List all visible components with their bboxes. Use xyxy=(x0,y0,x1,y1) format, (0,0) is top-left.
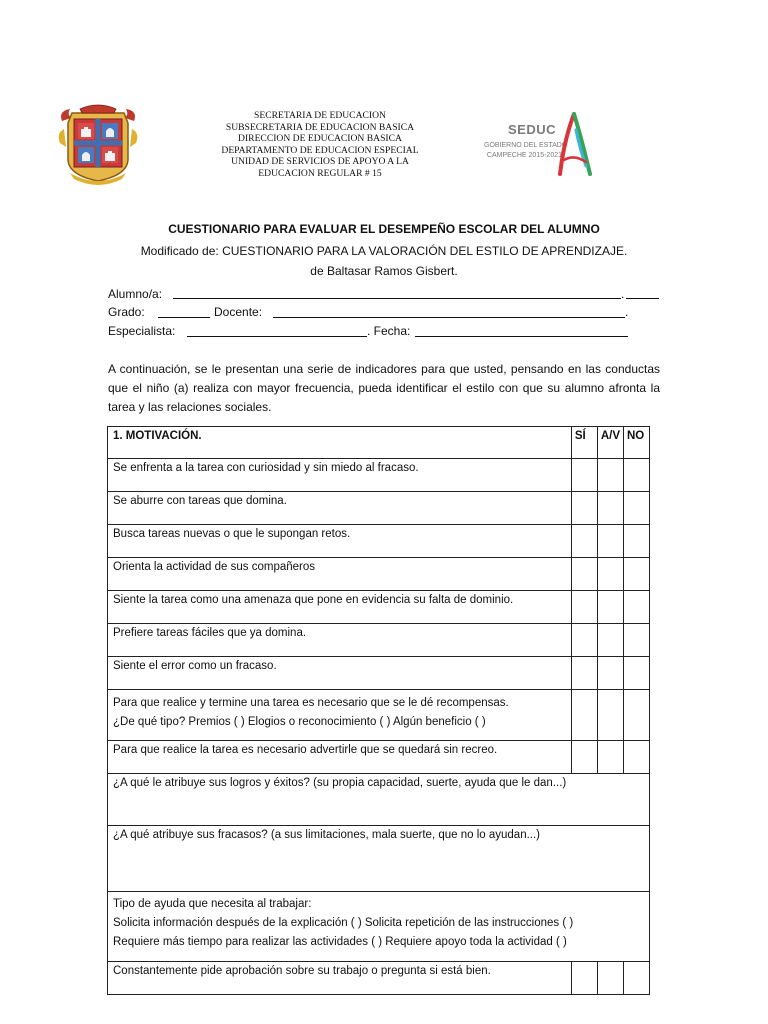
table-row xyxy=(108,624,650,657)
table-row xyxy=(108,591,650,624)
av-checkbox[interactable] xyxy=(597,962,623,995)
docente-period: . xyxy=(625,305,629,319)
item-text: Orienta la actividad de sus compañeros xyxy=(108,558,572,591)
av-checkbox[interactable] xyxy=(597,558,623,591)
fecha-field[interactable] xyxy=(415,336,628,337)
reward-item-line1: Para que realice y termine una tarea es necesario que se le dé recompensas. xyxy=(113,697,509,709)
grado-label: Grado: xyxy=(108,305,145,319)
no-checkbox[interactable] xyxy=(624,962,650,995)
table-row-fracasos xyxy=(108,826,650,892)
av-checkbox[interactable] xyxy=(597,525,623,558)
si-checkbox[interactable] xyxy=(571,741,597,774)
alumno-period: . xyxy=(621,287,625,301)
col-no-header: NO xyxy=(624,427,650,459)
table-row xyxy=(108,459,650,492)
institution-line: UNIDAD DE SERVICIOS DE APOYO A LA xyxy=(231,156,409,168)
si-checkbox[interactable] xyxy=(571,591,597,624)
intro-paragraph: A continuación, se le presentan una serie de indicadores para que usted, pensando en las conductas que el niño (a) realiza con mayor frecuencia, pueda identificar el estilo con que su alumno afronta la tarea y las relaciones sociales. xyxy=(108,362,660,414)
especialista-field[interactable] xyxy=(187,336,367,337)
table-row-ayuda xyxy=(108,892,650,962)
ayuda-item-line1: Tipo de ayuda que necesita al trabajar: xyxy=(113,898,312,910)
no-checkbox[interactable] xyxy=(624,657,650,690)
col-si-header: SÍ xyxy=(571,427,597,459)
section-title: 1. MOTIVACIÓN. xyxy=(108,427,572,459)
ayuda-item xyxy=(108,892,650,962)
av-checkbox[interactable] xyxy=(597,492,623,525)
si-checkbox[interactable] xyxy=(571,492,597,525)
si-checkbox[interactable] xyxy=(571,459,597,492)
table-row-logros xyxy=(108,774,650,826)
docente-label: Docente: xyxy=(214,305,263,319)
institution-line: SECRETARIA DE EDUCACION xyxy=(254,110,386,121)
document-title: CUESTIONARIO PARA EVALUAR EL DESEMPEÑO ESCOLAR DEL ALUMNO xyxy=(168,222,600,236)
especialista-label: Especialista: xyxy=(108,324,176,338)
grado-field[interactable] xyxy=(158,317,210,318)
alumno-field-end xyxy=(626,298,659,299)
reward-item-line2: ¿De qué tipo? Premios ( ) Elogios o reconocimiento ( ) Algún beneficio ( ) xyxy=(113,716,486,728)
institution-header xyxy=(200,110,440,180)
item-text: Se aburre con tareas que domina. xyxy=(108,492,572,525)
ayuda-item-line2: Solicita información después de la explicación ( ) Solicita repetición de las instrucciones ( ) xyxy=(113,917,574,929)
no-checkbox[interactable] xyxy=(624,624,650,657)
state-coat-of-arms-icon xyxy=(56,103,140,185)
no-checkbox[interactable] xyxy=(624,525,650,558)
alumno-field[interactable] xyxy=(173,298,621,299)
docente-field[interactable] xyxy=(273,317,625,318)
av-checkbox[interactable] xyxy=(597,690,623,741)
table-row xyxy=(108,962,650,995)
institution-line: DEPARTAMENTO DE EDUCACION ESPECIAL xyxy=(221,144,419,156)
ayuda-item-line3: Requiere más tiempo para realizar las actividades ( ) Requiere apoyo toda la actividad ( ) xyxy=(113,936,567,948)
table-row xyxy=(108,525,650,558)
item-text: Para que realice la tarea es necesario advertirle que se quedará sin recreo. xyxy=(108,741,572,774)
fracasos-item[interactable]: ¿A qué atribuye sus fracasos? (a sus limitaciones, mala suerte, que no lo ayudan...) xyxy=(108,826,650,892)
motivation-table xyxy=(107,426,650,995)
item-text: Siente la tarea como una amenaza que pone en evidencia su falta de dominio. xyxy=(108,591,572,624)
table-row xyxy=(108,657,650,690)
item-text: Constantemente pide aprobación sobre su trabajo o pregunta si está bien. xyxy=(108,962,572,995)
si-checkbox[interactable] xyxy=(571,962,597,995)
no-checkbox[interactable] xyxy=(624,492,650,525)
table-row xyxy=(108,741,650,774)
item-text: Busca tareas nuevas o que le supongan retos. xyxy=(108,525,572,558)
si-checkbox[interactable] xyxy=(571,690,597,741)
table-row-reward xyxy=(108,690,650,741)
table-row xyxy=(108,558,650,591)
seduc-logo-word: SEDUC xyxy=(507,122,556,137)
av-checkbox[interactable] xyxy=(597,459,623,492)
no-checkbox[interactable] xyxy=(624,741,650,774)
alumno-label: Alumno/a: xyxy=(108,287,163,301)
document-author: de Baltasar Ramos Gisbert. xyxy=(310,264,458,278)
fecha-label: . Fecha: xyxy=(367,324,411,338)
av-checkbox[interactable] xyxy=(597,624,623,657)
av-checkbox[interactable] xyxy=(597,657,623,690)
si-checkbox[interactable] xyxy=(571,558,597,591)
table-header-row xyxy=(108,427,650,459)
seduc-logo-line1: GOBIERNO DEL ESTADO xyxy=(484,142,568,149)
seduc-logo-line2: CAMPECHE 2015-2021 xyxy=(486,152,562,159)
si-checkbox[interactable] xyxy=(571,624,597,657)
si-checkbox[interactable] xyxy=(571,657,597,690)
table-row xyxy=(108,492,650,525)
seduc-mark-icon xyxy=(556,110,596,180)
logros-item[interactable]: ¿A qué le atribuye sus logros y éxitos? (su propia capacidad, suerte, ayuda que le dan...) xyxy=(108,774,650,826)
institution-line: DIRECCION DE EDUCACION BASICA xyxy=(238,133,402,145)
col-av-header: A/V xyxy=(597,427,623,459)
reward-item xyxy=(108,690,572,741)
item-text: Siente el error como un fracaso. xyxy=(108,657,572,690)
seduc-logo xyxy=(484,110,596,180)
no-checkbox[interactable] xyxy=(624,558,650,591)
institution-line: SUBSECRETARIA DE EDUCACION BASICA xyxy=(225,121,415,133)
no-checkbox[interactable] xyxy=(624,690,650,741)
item-text: Se enfrenta a la tarea con curiosidad y sin miedo al fracaso. xyxy=(108,459,572,492)
institution-line: EDUCACION REGULAR # 15 xyxy=(258,167,382,179)
no-checkbox[interactable] xyxy=(624,591,650,624)
no-checkbox[interactable] xyxy=(624,459,650,492)
item-text: Prefiere tareas fáciles que ya domina. xyxy=(108,624,572,657)
document-subtitle: Modificado de: CUESTIONARIO PARA LA VALORACIÓN DEL ESTILO DE APRENDIZAJE. xyxy=(140,244,628,258)
av-checkbox[interactable] xyxy=(597,741,623,774)
si-checkbox[interactable] xyxy=(571,525,597,558)
av-checkbox[interactable] xyxy=(597,591,623,624)
